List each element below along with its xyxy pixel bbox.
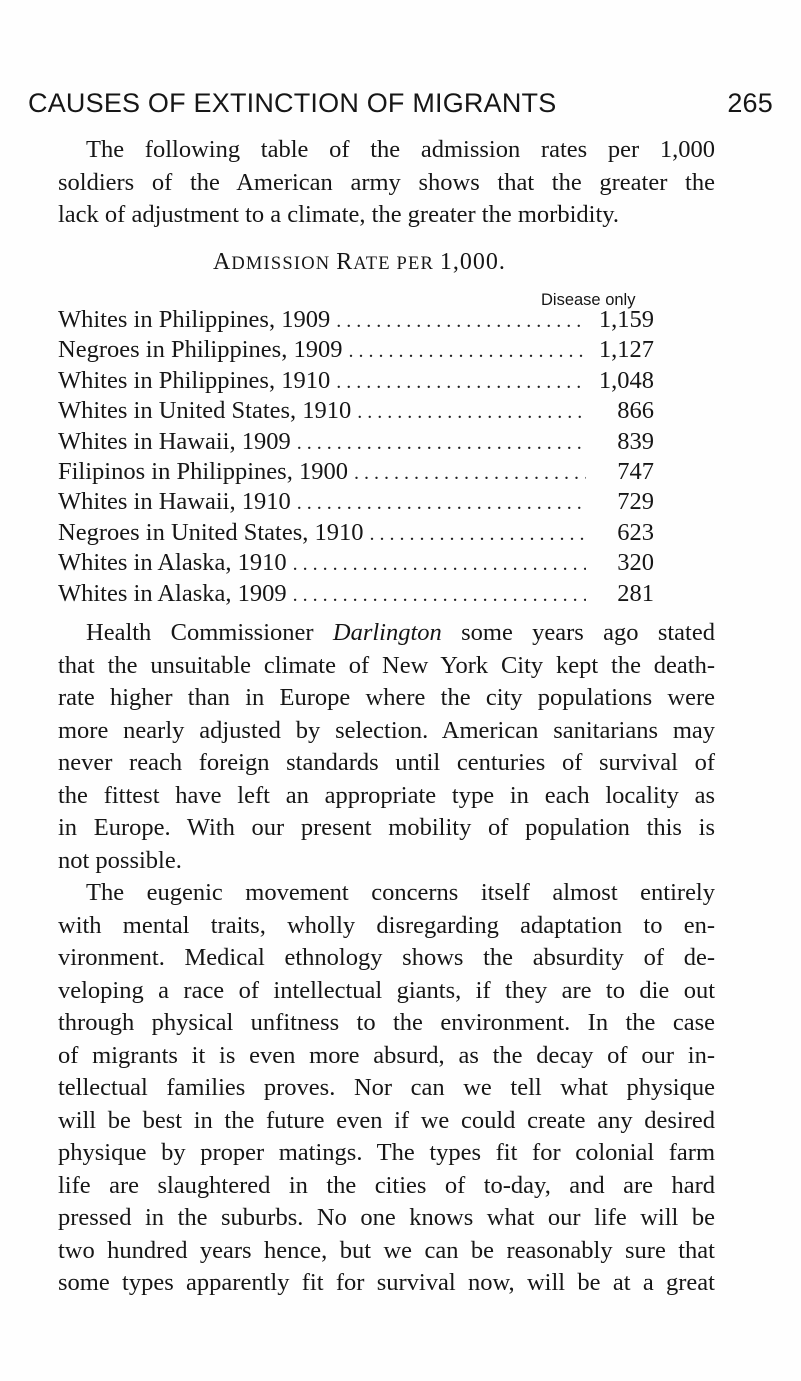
row-label: Whites in United States, 1910	[58, 397, 352, 425]
text-line: that the unsuitable climate of New York City kept the death-	[58, 651, 715, 679]
intro-paragraph	[58, 134, 715, 232]
row-value: 623	[617, 518, 654, 546]
table-row	[58, 549, 654, 579]
text-line: lack of adjustment to a climate, the greater the morbidity.	[58, 201, 620, 228]
row-value: 729	[617, 488, 654, 516]
row-label: Whites in Hawaii, 1910	[58, 488, 291, 516]
row-label: Whites in Alaska, 1910	[58, 549, 287, 577]
dot-leader	[357, 401, 586, 424]
dot-leader	[336, 371, 586, 394]
row-label: Whites in Hawaii, 1909	[58, 427, 291, 455]
row-value: 320	[617, 549, 654, 577]
text-line: through physical unfitness to the environment. In the case	[58, 1009, 715, 1036]
text-line: tellectual families proves. Nor can we tell what physique	[58, 1074, 715, 1101]
row-label: Filipinos in Philippines, 1900	[58, 457, 348, 485]
table-row	[58, 336, 654, 366]
table-title: ADMISSION RATE PER 1,000.	[213, 249, 506, 275]
table-row	[58, 428, 654, 458]
row-label: Whites in Philippines, 1909	[58, 306, 331, 333]
text-line: Health Commissioner Darlington some years ago stated	[86, 619, 715, 646]
person-name: Darlington	[332, 619, 442, 646]
table-row	[58, 397, 654, 427]
text-line: of migrants it is even more absurd, as the decay of our in-	[58, 1041, 715, 1069]
row-value: 839	[617, 427, 654, 455]
row-value: 866	[617, 397, 654, 425]
row-value: 281	[617, 579, 654, 607]
running-head	[28, 88, 773, 119]
dot-leader	[336, 310, 586, 333]
text-line: rate higher than in Europe where the city populations were	[58, 684, 715, 711]
table-row	[58, 519, 654, 549]
row-value: 1,127	[598, 336, 654, 364]
dot-leader	[293, 553, 586, 576]
text-line: vironment. Medical ethnology shows the absurdity of de-	[58, 944, 715, 971]
paragraph-health-commissioner	[58, 617, 715, 877]
text-line: veloping a race of intellectual giants, if they are to die out	[58, 976, 715, 1004]
row-label: Whites in Alaska, 1909	[58, 579, 287, 607]
dot-leader	[297, 492, 586, 515]
table-row	[58, 458, 654, 488]
table-row	[58, 580, 654, 610]
row-label: Negroes in United States, 1910	[58, 518, 364, 546]
dot-leader	[354, 462, 586, 485]
table-row	[58, 306, 654, 336]
text-line: The eugenic movement concerns itself almost entirely	[86, 879, 715, 906]
row-value: 1,048	[598, 366, 654, 394]
row-label: Whites in Philippines, 1910	[58, 366, 331, 394]
text-line: pressed in the suburbs. No one knows what our life will be	[58, 1204, 715, 1231]
dot-leader	[348, 340, 586, 363]
dot-leader	[297, 432, 586, 455]
text-line: the fittest have left an appropriate type in each locality as	[58, 781, 715, 809]
text-line: some types apparently fit for survival now, will be at a great	[58, 1269, 715, 1296]
chapter-title: CAUSES OF EXTINCTION OF MIGRANTS	[28, 88, 557, 118]
text-line: soldiers of the American army shows that the greater the	[58, 168, 715, 196]
text-line: life are slaughtered in the cities of to-day, and are hard	[58, 1171, 715, 1199]
text-line: in Europe. With our present mobility of population this is	[58, 814, 715, 841]
text-line: never reach foreign standards until centuries of survival of	[58, 749, 715, 776]
dot-leader	[293, 584, 586, 607]
text-line: not possible.	[58, 846, 182, 874]
text-line: two hundred years hence, but we can be reasonably sure that	[58, 1236, 715, 1264]
table-column-header: Disease only	[541, 291, 636, 309]
table-row	[58, 488, 654, 518]
text-line: with mental traits, wholly disregarding adaptation to en-	[58, 911, 715, 939]
admission-rate-table	[58, 306, 654, 610]
dot-leader	[370, 523, 586, 546]
page-number: 265	[727, 88, 773, 118]
text-line: physique by proper matings. The types fit for colonial farm	[58, 1139, 715, 1166]
table-row	[58, 367, 654, 397]
row-label: Negroes in Philippines, 1909	[58, 336, 343, 364]
row-value: 1,159	[598, 306, 654, 333]
row-value: 747	[617, 457, 654, 485]
text-line: more nearly adjusted by selection. American sanitarians may	[58, 716, 715, 744]
text-line: The following table of the admission rates per 1,000	[86, 136, 715, 163]
paragraph-eugenic-movement	[58, 877, 715, 1300]
text-line: will be best in the future even if we could create any desired	[58, 1106, 715, 1134]
